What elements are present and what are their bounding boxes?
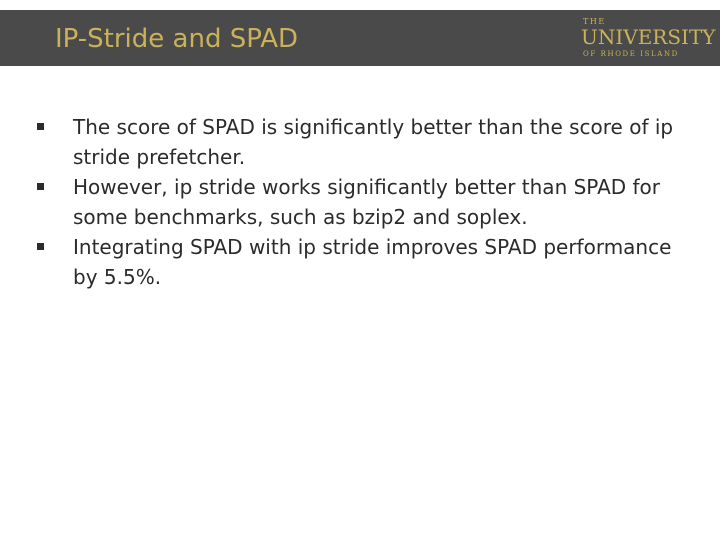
square-bullet-icon (37, 183, 44, 190)
logo-university-text: UNIVERSITY (581, 25, 716, 49)
university-logo (578, 17, 716, 63)
logo-the-text: THE (583, 17, 606, 26)
slide-title: IP-Stride and SPAD (55, 24, 299, 54)
bullet-item (0, 112, 720, 172)
bullet-item (0, 232, 720, 292)
bullet-list (0, 112, 720, 292)
bullet-text: However, ip stride works significantly better than SPAD for some benchmarks, such as bzip2 and soplex. (73, 175, 661, 229)
square-bullet-icon (37, 243, 44, 250)
bullet-text: The score of SPAD is significantly better than the score of ip stride prefetcher. (73, 115, 674, 169)
bullet-item (0, 172, 720, 232)
header-bar (0, 10, 720, 66)
logo-subtitle-text: OF RHODE ISLAND (583, 50, 679, 58)
bullet-text: Integrating SPAD with ip stride improves SPAD performance by 5.5%. (73, 235, 672, 289)
square-bullet-icon (37, 123, 44, 130)
